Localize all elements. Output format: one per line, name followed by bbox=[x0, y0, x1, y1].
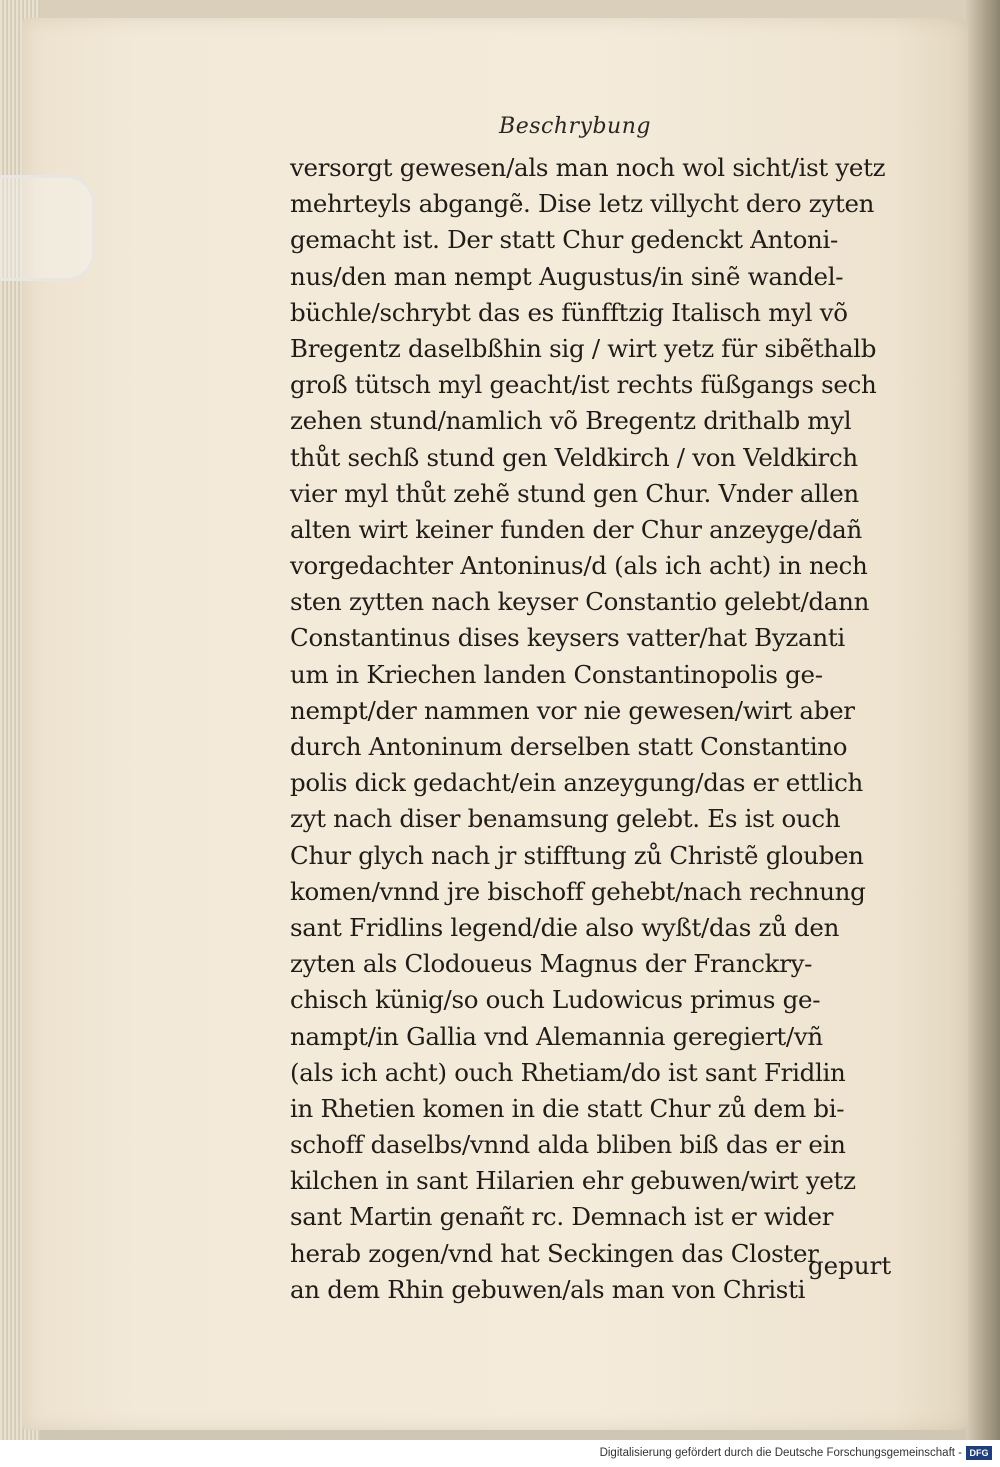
text-line: sant Martin genañt rc. Demnach ist er wider bbox=[290, 1202, 834, 1232]
text-line: sant Fridlins legend/die also wyßt/das zů den bbox=[290, 912, 840, 942]
bookmark-strip bbox=[0, 175, 95, 281]
funding-credit: Digitalisierung gefördert durch die Deutsche Forschungsgemeinschaft - bbox=[599, 1447, 962, 1459]
text-line: nampt/in Gallia vnd Alemannia geregiert/vñ bbox=[290, 1021, 823, 1051]
text-line: mehrteyls abgangẽ. Dise letz villycht dero zyten bbox=[290, 189, 875, 219]
text-line: Chur glych nach jr stifftung zů Christẽ glouben bbox=[290, 840, 864, 870]
text-line: groß tütsch myl geacht/ist rechts füßgangs sech bbox=[290, 370, 877, 400]
text-line: zyten als Clodoueus Magnus der Franckry- bbox=[290, 949, 813, 979]
text-line: Constantinus dises keysers vatter/hat Byzanti bbox=[290, 623, 845, 653]
dfg-logo-icon: DFG bbox=[966, 1446, 992, 1460]
text-line: büchle/schrybt das es fünfftzig Italisch myl võ bbox=[290, 297, 848, 327]
text-line: vorgedachter Antoninus/d (als ich acht) in nech bbox=[290, 551, 868, 581]
text-line: Bregentz daselbßhin sig / wirt yetz für sibẽthalb bbox=[290, 333, 877, 363]
text-line: gemacht ist. Der statt Chur gedenckt Antoni- bbox=[290, 225, 839, 255]
text-line: kilchen in sant Hilarien ehr gebuwen/wirt yetz bbox=[290, 1166, 856, 1196]
running-head: Beschrybung bbox=[499, 114, 651, 139]
catchword: gepurt bbox=[808, 1251, 892, 1280]
text-line: vier myl thůt zehẽ stund gen Chur. Vnder allen bbox=[290, 478, 859, 508]
text-line: versorgt gewesen/als man noch wol sicht/ist yetz bbox=[290, 153, 886, 182]
text-line: nempt/der nammen vor nie gewesen/wirt aber bbox=[290, 695, 855, 725]
text-line: sten zytten nach keyser Constantio gelebt/dann bbox=[290, 587, 870, 617]
text-line: nus/den man nempt Augustus/in sinẽ wandel- bbox=[290, 261, 844, 291]
text-line: zyt nach diser benamsung gelebt. Es ist ouch bbox=[290, 804, 841, 834]
text-line: durch Antoninum derselben statt Constantino bbox=[290, 732, 848, 761]
text-line: chisch künig/so ouch Ludowicus primus ge- bbox=[290, 985, 821, 1015]
text-block bbox=[290, 150, 890, 1308]
text-line: schoff daselbs/vnnd alda bliben biß das er ein bbox=[290, 1130, 846, 1160]
text-line: alten wirt keiner funden der Chur anzeyge/dañ bbox=[290, 514, 862, 544]
text-line: in Rhetien komen in die statt Chur zů dem bi- bbox=[290, 1093, 845, 1123]
text-line: komen/vnnd jre bischoff gehebt/nach rechnung bbox=[290, 876, 866, 906]
text-line: zehen stund/namlich võ Bregentz drithalb myl bbox=[290, 406, 852, 436]
spine-shadow bbox=[966, 0, 1000, 1440]
text-line: an dem Rhin gebuwen/als man von Christi bbox=[290, 1274, 806, 1304]
text-line: um in Kriechen landen Constantinopolis ge- bbox=[290, 659, 823, 689]
text-line: (als ich acht) ouch Rhetiam/do ist sant Fridlin bbox=[290, 1057, 846, 1087]
text-line: herab zogen/vnd hat Seckingen das Closter bbox=[290, 1238, 819, 1268]
text-line: thůt sechß stund gen Veldkirch / von Veldkirch bbox=[290, 442, 858, 472]
text-line: polis dick gedacht/ein anzeygung/das er ettlich bbox=[290, 768, 864, 798]
